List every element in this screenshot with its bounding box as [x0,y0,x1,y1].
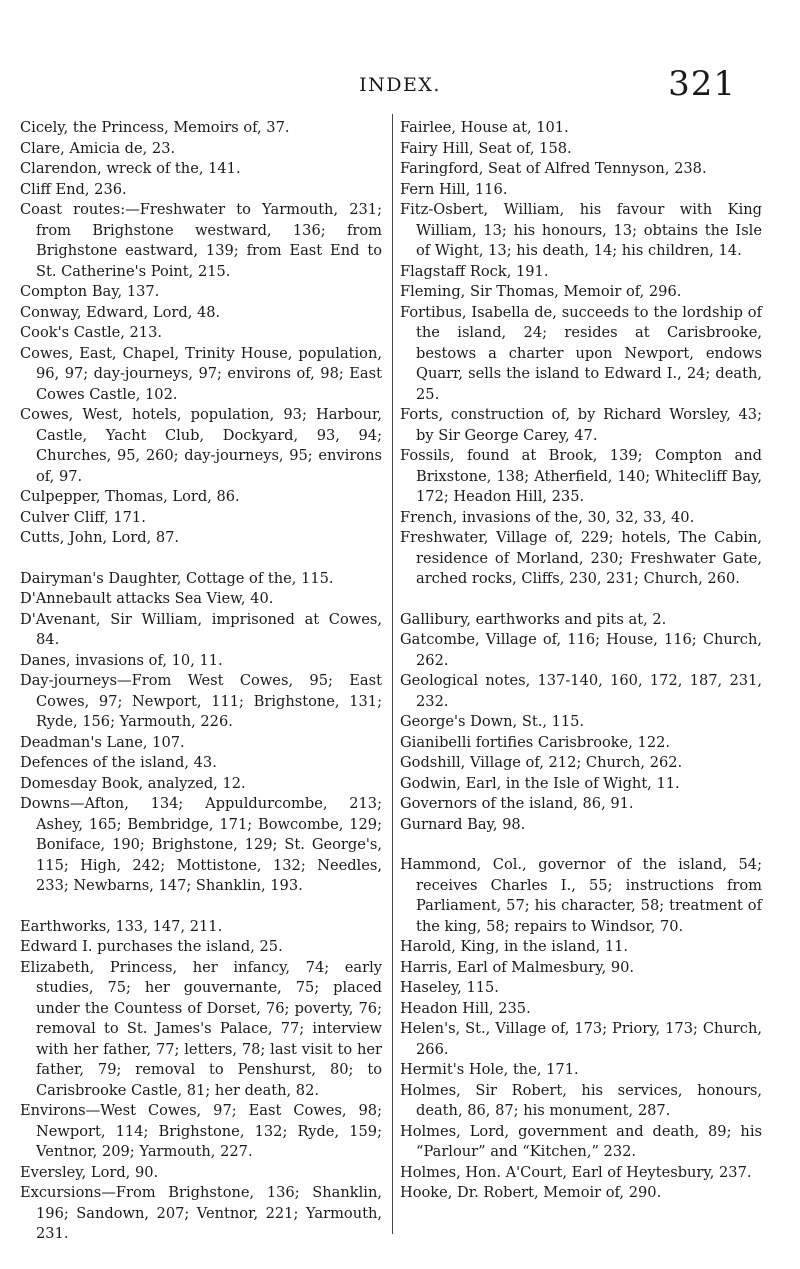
index-entry: Earthworks, 133, 147, 211. [20,917,223,935]
index-entry: Flagstaff Rock, 191. [400,262,549,280]
index-entry: Clarendon, wreck of the, 141. [20,160,241,177]
index-entry: Compton Bay, 137. [20,283,160,300]
index-entry: Cowes, West, hotels, population, 93; Harbour, Castle, Yacht Club, Dockyard, 93, 94; Churches, 95, 260; day-journeys, 95; environs of, 97. [20,406,382,485]
index-entry: Culver Cliff, 171. [20,508,146,526]
index-entry: Hooke, Dr. Robert, Memoir of, 290. [400,1184,662,1201]
index-entry: Headon Hill, 235. [400,999,531,1017]
index-entry: Holmes, Sir Robert, his services, honours, death, 86, 87; his monument, 287. [400,1081,762,1119]
index-entry: Elizabeth, Princess, her infancy, 74; early studies, 75; her gouvernante, 75; placed under the Countess of Dorset, 76; poverty, 76; removal to St. James's Palace, 77; interview with her father, 77; letters, 78; last visit to her father, 79; removal to Penshurst, 80; to Carisbrooke Castle, 81; her death, 82. [20,958,382,1099]
index-entry: Cliff End, 236. [20,180,127,198]
index-entry: Governors of the island, 86, 91. [400,795,634,812]
index-entry: Hammond, Col., governor of the island, 54; receives Charles I., 55; instructions from Parliament, 57; his character, 58; treatment of the king, 58; repairs to Windsor, 70. [400,856,762,935]
index-entry: Clare, Amicia de, 23. [20,139,176,157]
index-entry: Deadman's Lane, 107. [20,733,185,751]
index-entry: Fitz-Osbert, William, his favour with King William, 13; his honours, 13; obtains the Isle of Wight, 13; his death, 14; his children, 14. [400,201,762,259]
index-entry: Fern Hill, 116. [400,180,508,198]
index-entry: Harris, Earl of Malmesbury, 90. [400,958,635,976]
index-entry: Freshwater, Village of, 229; hotels, The Cabin, residence of Morland, 230; Freshwater Gate, arched rocks, Cliffs, 230, 231; Church, 260. [400,529,762,587]
index-entry: Gallibury, earthworks and pits at, 2. [400,610,667,628]
index-entry: Danes, invasions of, 10, 11. [20,651,223,669]
page-title: INDEX. [359,74,441,96]
index-entry: Coast routes:—Freshwater to Yarmouth, 231; from Brighstone westward, 136; from Brighstone eastward, 139; from East End to St. Catherine's Point, 215. [20,201,382,280]
index-entry: Cicely, the Princess, Memoirs of, 37. [20,119,290,136]
index-entry: Day-journeys—From West Cowes, 95; East Cowes, 97; Newport, 111; Brighstone, 131; Ryde, 156; Yarmouth, 226. [20,672,382,730]
index-entry: French, invasions of the, 30, 32, 33, 40. [400,508,695,526]
index-entry: Eversley, Lord, 90. [20,1163,159,1181]
index-entry: Cowes, East, Chapel, Trinity House, population, 96, 97; day-journeys, 97; environs of, 98; East Cowes Castle, 102. [20,344,382,403]
index-entry: Defences of the island, 43. [20,754,217,771]
index-entry: Gianibelli fortifies Carisbrooke, 122. [400,733,671,751]
index-entry: Gatcombe, Village of, 116; House, 116; Church, 262. [400,631,762,669]
index-entry: Helen's, St., Village of, 173; Priory, 173; Church, 266. [400,1020,762,1058]
index-entry: D'Avenant, Sir William, imprisoned at Cowes, 84. [20,610,382,648]
index-column-right [400,118,762,1204]
index-column-left [20,118,382,1245]
index-entry: Culpepper, Thomas, Lord, 86. [20,488,240,505]
index-entry: Downs—Afton, 134; Appuldurcombe, 213; Ashey, 165; Bembridge, 171; Bowcombe, 129; Boniface, 190; Brighstone, 129; St. George's, 115; High, 242; Mottistone, 132; Needles, 233; Newbarns, 147; Shanklin, 193. [20,795,382,894]
index-entry: Conway, Edward, Lord, 48. [20,303,221,321]
index-entry: Fleming, Sir Thomas, Memoir of, 296. [400,283,682,300]
index-entry: Forts, construction of, by Richard Worsley, 43; by Sir George Carey, 47. [400,406,762,444]
index-entry: Dairyman's Daughter, Cottage of the, 115. [20,569,334,587]
index-entry: Domesday Book, analyzed, 12. [20,774,246,792]
index-entry: Edward I. purchases the island, 25. [20,938,283,955]
page-header [0,64,800,114]
index-entry: Holmes, Hon. A'Court, Earl of Heytesbury, 237. [400,1163,752,1181]
index-entry: Godshill, Village of, 212; Church, 262. [400,754,683,771]
index-entry: Godwin, Earl, in the Isle of Wight, 11. [400,774,680,792]
index-entry: Environs—West Cowes, 97; East Cowes, 98; Newport, 114; Brighstone, 132; Ryde, 159; Ventnor, 209; Yarmouth, 227. [20,1102,382,1160]
index-entry: Fossils, found at Brook, 139; Compton and Brixstone, 138; Atherfield, 140; Whitecliff Bay, 172; Headon Hill, 235. [400,447,762,505]
index-entry: Faringford, Seat of Alfred Tennyson, 238. [400,160,707,177]
index-entry: Cutts, John, Lord, 87. [20,529,180,546]
index-entry: Haseley, 115. [400,979,499,996]
page-number: 321 [668,64,736,104]
index-entry: D'Annebault attacks Sea View, 40. [20,590,274,607]
index-entry: Fairlee, House at, 101. [400,119,569,136]
column-divider [392,114,393,1234]
index-entry: Holmes, Lord, government and death, 89; his “Parlour” and “Kitchen,” 232. [400,1122,762,1160]
index-entry: Fortibus, Isabella de, succeeds to the lordship of the island, 24; resides at Carisbrooke, bestows a charter upon Newport, endows Quarr, sells the island to Edward I., 24; death, 25. [400,303,762,403]
index-entry: Excursions—From Brighstone, 136; Shanklin, 196; Sandown, 207; Ventnor, 221; Yarmouth, 231. [20,1184,382,1242]
index-entry: Cook's Castle, 213. [20,324,163,341]
index-entry: Fairy Hill, Seat of, 158. [400,139,572,157]
index-entry: Harold, King, in the island, 11. [400,938,629,955]
index-entry: George's Down, St., 115. [400,713,585,730]
index-entry: Geological notes, 137-140, 160, 172, 187, 231, 232. [400,672,762,710]
index-entry: Hermit's Hole, the, 171. [400,1061,579,1078]
index-entry: Gurnard Bay, 98. [400,815,526,833]
